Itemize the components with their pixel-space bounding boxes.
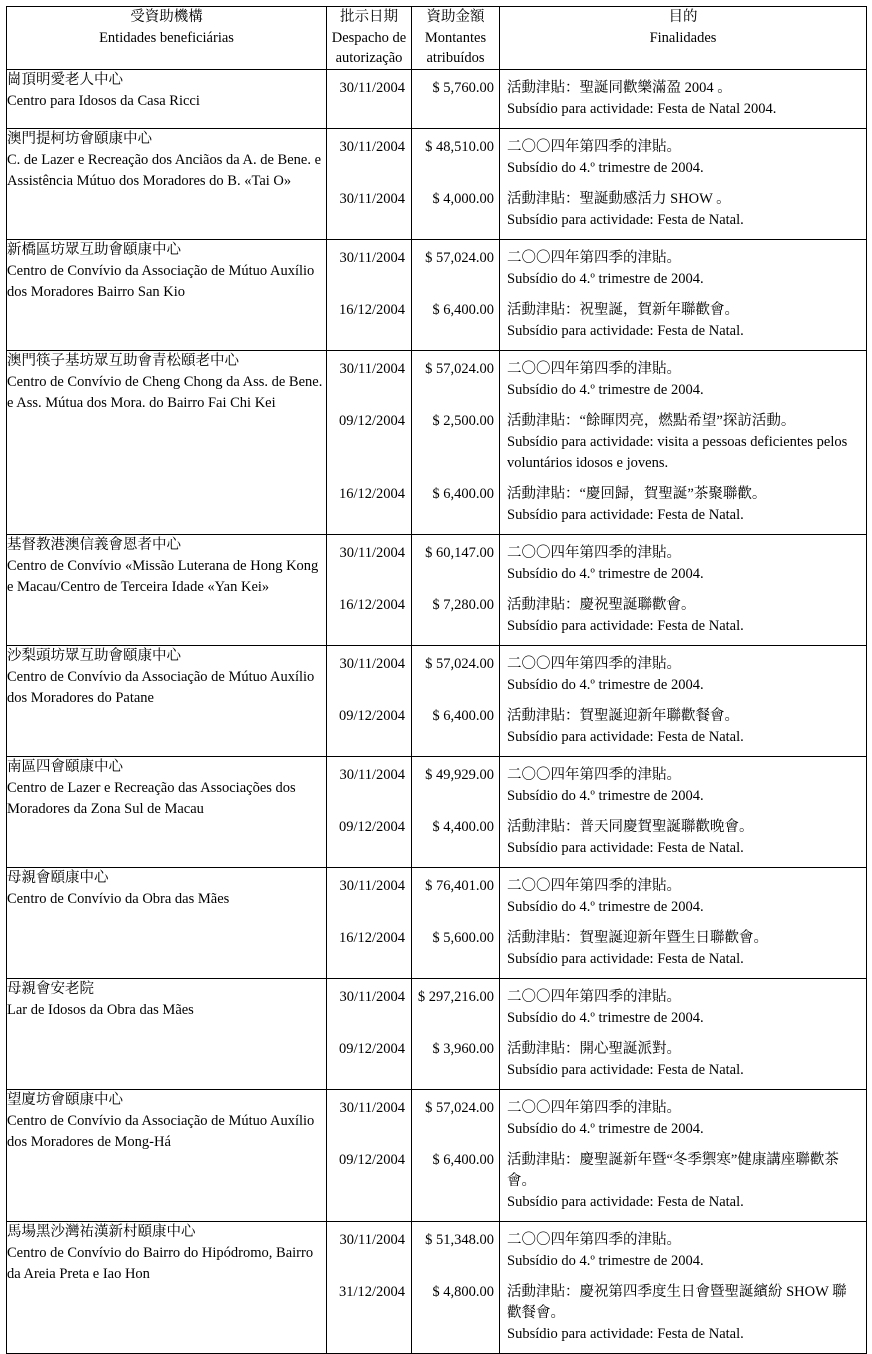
purpose-zh: 活動津貼：慶祝第四季度生日會暨聖誕繽紛 SHOW 聯歡餐會。 bbox=[507, 1284, 847, 1322]
purpose-pt: Subsídio para actividade: Festa de Natal. bbox=[507, 322, 744, 339]
table-row bbox=[7, 868, 867, 979]
purpose-cell bbox=[500, 757, 867, 868]
granted-amount: $ 6,400.00 bbox=[432, 708, 494, 725]
purpose-pt: Subsídio para actividade: Festa de Natal. bbox=[507, 729, 744, 746]
purpose-pt: Subsídio para actividade: Festa de Natal. bbox=[507, 951, 744, 968]
purpose-zh: 活動津貼：“慶回歸，賀聖誕”茶聚聯歡。 bbox=[507, 485, 767, 502]
approval-date: 31/12/2004 bbox=[338, 1284, 405, 1301]
purpose-entry bbox=[500, 757, 866, 809]
date-cell bbox=[327, 69, 412, 128]
purpose-zh: 活動津貼：“餘暉閃亮，燃點希望”探訪活動。 bbox=[507, 412, 796, 429]
granted-amount: $ 76,401.00 bbox=[425, 878, 494, 895]
granted-amount: $ 57,024.00 bbox=[425, 1100, 494, 1117]
purpose-cell bbox=[500, 128, 867, 239]
date-cell bbox=[327, 239, 412, 350]
purpose-zh: 二〇〇四年第四季的津貼。 bbox=[507, 545, 681, 561]
spacer bbox=[500, 750, 866, 756]
purpose-pt: Subsídio do 4.º trimestre de 2004. bbox=[507, 566, 704, 583]
amount-cell bbox=[412, 535, 500, 646]
approval-date: 09/12/2004 bbox=[338, 1152, 405, 1169]
spacer bbox=[500, 1083, 866, 1089]
table-row bbox=[7, 646, 867, 757]
granted-amount: $ 297,216.00 bbox=[417, 989, 494, 1006]
purpose-zh: 二〇〇四年第四季的津貼。 bbox=[507, 1100, 681, 1117]
column-header-amount-pt-line2: atribuídos bbox=[426, 50, 485, 67]
column-header-date-zh: 批示日期 bbox=[340, 9, 398, 25]
entity-name-pt: Centro de Lazer e Recreação das Associações dos Moradores da Zona Sul de Macau bbox=[7, 780, 296, 817]
entity-cell bbox=[7, 757, 327, 868]
purpose-entry bbox=[500, 476, 866, 528]
purpose-pt: Subsídio para actividade: Festa de Natal. bbox=[507, 211, 744, 228]
purpose-cell bbox=[500, 239, 867, 350]
column-header-entity-pt: Entidades beneficiárias bbox=[99, 29, 234, 46]
purpose-pt: Subsídio para actividade: Festa de Natal. bbox=[507, 1326, 744, 1343]
approval-date: 16/12/2004 bbox=[338, 597, 405, 614]
table-row bbox=[7, 757, 867, 868]
purpose-pt: Subsídio para actividade: Festa de Natal. bbox=[507, 506, 744, 523]
approval-date: 30/11/2004 bbox=[339, 1232, 405, 1249]
date-cell bbox=[327, 979, 412, 1090]
spacer bbox=[500, 1215, 866, 1221]
approval-date: 09/12/2004 bbox=[338, 819, 405, 836]
purpose-entry bbox=[500, 1031, 866, 1083]
spacer bbox=[500, 1347, 866, 1353]
entity-name-pt: Centro de Convívio de Cheng Chong da Ass. de Bene. e Ass. Mútua dos Mora. do Bairro Fai Chi Kei bbox=[7, 373, 323, 411]
purpose-cell bbox=[500, 1090, 867, 1222]
purpose-cell bbox=[500, 1222, 867, 1354]
granted-amount: $ 57,024.00 bbox=[425, 360, 494, 377]
purpose-entry bbox=[500, 1090, 866, 1142]
entity-cell bbox=[7, 979, 327, 1090]
amount-cell bbox=[412, 757, 500, 868]
granted-amount: $ 6,400.00 bbox=[432, 301, 494, 318]
granted-amount: $ 49,929.00 bbox=[425, 767, 494, 784]
entity-cell bbox=[7, 535, 327, 646]
amount-cell bbox=[412, 239, 500, 350]
column-header-purpose bbox=[500, 7, 867, 70]
date-cell bbox=[327, 350, 412, 534]
entity-cell bbox=[7, 239, 327, 350]
purpose-entry bbox=[500, 70, 866, 122]
entity-name-pt: Centro de Convívio da Associação de Mútuo Auxílio dos Moradores do Patane bbox=[7, 668, 315, 706]
column-header-purpose-zh: 目的 bbox=[668, 9, 698, 25]
purpose-zh: 二〇〇四年第四季的津貼。 bbox=[507, 989, 681, 1006]
purpose-zh: 活動津貼：聖誕動感活力 SHOW 。 bbox=[507, 190, 731, 207]
granted-amount: $ 4,800.00 bbox=[432, 1284, 494, 1301]
purpose-zh: 活動津貼：普天同慶賀聖誕聯歡晚會。 bbox=[507, 819, 754, 836]
spacer bbox=[500, 639, 866, 645]
granted-amount: $ 5,760.00 bbox=[432, 79, 494, 96]
amount-cell bbox=[412, 979, 500, 1090]
purpose-cell bbox=[500, 69, 867, 128]
entity-name-zh: 望廈坊會頤康中心 bbox=[7, 1092, 123, 1109]
document-page bbox=[0, 6, 872, 1354]
entity-name-zh: 沙梨頭坊眾互助會頤康中心 bbox=[7, 648, 181, 665]
purpose-entry bbox=[500, 646, 866, 698]
purpose-entry bbox=[500, 403, 866, 476]
purpose-pt: Subsídio para actividade: visita a pessoas deficientes pelos voluntários idosos e jovens. bbox=[507, 433, 848, 471]
granted-amount: $ 57,024.00 bbox=[425, 656, 494, 673]
entity-cell bbox=[7, 646, 327, 757]
purpose-entry bbox=[500, 1274, 866, 1347]
purpose-entry bbox=[500, 979, 866, 1031]
purpose-entry bbox=[500, 240, 866, 292]
approval-date: 30/11/2004 bbox=[339, 249, 405, 266]
column-header-date bbox=[327, 7, 412, 70]
approval-date: 30/11/2004 bbox=[339, 190, 405, 207]
entity-name-zh: 崗頂明愛老人中心 bbox=[7, 71, 123, 88]
amount-cell bbox=[412, 128, 500, 239]
spacer bbox=[500, 122, 866, 128]
entity-name-pt: Centro de Convívio da Associação de Mútuo Auxílio dos Moradores Bairro San Kio bbox=[7, 262, 315, 300]
purpose-cell bbox=[500, 868, 867, 979]
amount-cell bbox=[412, 350, 500, 534]
spacer bbox=[500, 972, 866, 978]
column-header-entity-zh: 受資助機構 bbox=[130, 9, 203, 25]
purpose-zh: 二〇〇四年第四季的津貼。 bbox=[507, 656, 681, 673]
spacer bbox=[500, 233, 866, 239]
purpose-pt: Subsídio do 4.º trimestre de 2004. bbox=[507, 159, 704, 176]
granted-amount: $ 6,400.00 bbox=[432, 1152, 494, 1169]
granted-amount: $ 48,510.00 bbox=[425, 138, 494, 155]
table-header bbox=[7, 7, 867, 70]
approval-date: 30/11/2004 bbox=[339, 878, 405, 895]
spacer bbox=[500, 861, 866, 867]
purpose-cell bbox=[500, 535, 867, 646]
date-cell bbox=[327, 1222, 412, 1354]
amount-cell bbox=[412, 646, 500, 757]
approval-date: 16/12/2004 bbox=[338, 485, 405, 502]
entity-name-zh: 基督教港澳信義會恩者中心 bbox=[7, 537, 181, 553]
purpose-zh: 二〇〇四年第四季的津貼。 bbox=[507, 767, 681, 784]
entity-name-zh: 新橋區坊眾互助會頤康中心 bbox=[7, 241, 181, 258]
approval-date: 30/11/2004 bbox=[339, 360, 405, 377]
approval-date: 30/11/2004 bbox=[339, 989, 405, 1006]
purpose-zh: 活動津貼：慶祝聖誕聯歡會。 bbox=[507, 597, 696, 614]
purpose-zh: 二〇〇四年第四季的津貼。 bbox=[507, 249, 681, 266]
purpose-pt: Subsídio para actividade: Festa de Natal 2004. bbox=[507, 100, 777, 117]
granted-amount: $ 6,400.00 bbox=[432, 485, 494, 502]
purpose-zh: 二〇〇四年第四季的津貼。 bbox=[507, 878, 681, 895]
table-row bbox=[7, 1090, 867, 1222]
purpose-zh: 二〇〇四年第四季的津貼。 bbox=[507, 360, 681, 377]
date-cell bbox=[327, 757, 412, 868]
purpose-pt: Subsídio para actividade: Festa de Natal. bbox=[507, 1194, 744, 1211]
table-row bbox=[7, 69, 867, 128]
table-row bbox=[7, 535, 867, 646]
entity-cell bbox=[7, 1222, 327, 1354]
entity-name-zh: 澳門筷子基坊眾互助會青松頤老中心 bbox=[7, 352, 239, 369]
granted-amount: $ 4,000.00 bbox=[432, 190, 494, 207]
entity-name-zh: 母親會安老院 bbox=[7, 981, 94, 998]
date-cell bbox=[327, 646, 412, 757]
purpose-zh: 活動津貼：賀聖誕迎新年聯歡餐會。 bbox=[507, 708, 739, 725]
date-cell bbox=[327, 1090, 412, 1222]
header-row bbox=[7, 7, 867, 70]
table-row bbox=[7, 239, 867, 350]
table-row bbox=[7, 979, 867, 1090]
entity-cell bbox=[7, 868, 327, 979]
purpose-pt: Subsídio do 4.º trimestre de 2004. bbox=[507, 1253, 704, 1270]
entity-name-zh: 南區四會頤康中心 bbox=[7, 759, 123, 776]
amount-cell bbox=[412, 1090, 500, 1222]
entity-cell bbox=[7, 350, 327, 534]
approval-date: 30/11/2004 bbox=[339, 1100, 405, 1117]
purpose-pt: Subsídio para actividade: Festa de Natal. bbox=[507, 1062, 744, 1079]
purpose-zh: 活動津貼：聖誕同歡樂滿盈 2004 。 bbox=[507, 79, 732, 96]
amount-cell bbox=[412, 69, 500, 128]
approval-date: 30/11/2004 bbox=[339, 767, 405, 784]
column-header-amount bbox=[412, 7, 500, 70]
purpose-pt: Subsídio do 4.º trimestre de 2004. bbox=[507, 1010, 704, 1027]
granted-amount: $ 51,348.00 bbox=[425, 1232, 494, 1249]
approval-date: 30/11/2004 bbox=[339, 79, 405, 96]
column-header-purpose-pt: Finalidades bbox=[649, 29, 717, 46]
approval-date: 30/11/2004 bbox=[339, 545, 405, 561]
purpose-pt: Subsídio para actividade: Festa de Natal. bbox=[507, 840, 744, 857]
purpose-entry bbox=[500, 809, 866, 861]
approval-date: 09/12/2004 bbox=[338, 412, 405, 429]
purpose-pt: Subsídio para actividade: Festa de Natal. bbox=[507, 618, 744, 635]
entity-name-pt: Centro de Convívio «Missão Luterana de Hong Kong e Macau/Centro de Terceira Idade «Yan Kei» bbox=[7, 557, 319, 595]
granted-amount: $ 60,147.00 bbox=[425, 545, 494, 561]
column-header-amount-zh: 資助金額 bbox=[426, 9, 485, 25]
entity-name-pt: Centro para Idosos da Casa Ricci bbox=[7, 92, 200, 109]
purpose-pt: Subsídio do 4.º trimestre de 2004. bbox=[507, 788, 704, 805]
purpose-entry bbox=[500, 292, 866, 344]
grants-table bbox=[6, 6, 867, 1354]
granted-amount: $ 5,600.00 bbox=[432, 930, 494, 947]
granted-amount: $ 3,960.00 bbox=[432, 1041, 494, 1058]
column-header-entity bbox=[7, 7, 327, 70]
approval-date: 30/11/2004 bbox=[339, 138, 405, 155]
date-cell bbox=[327, 128, 412, 239]
purpose-entry bbox=[500, 1222, 866, 1274]
purpose-zh: 活動津貼：開心聖誕派對。 bbox=[507, 1041, 681, 1058]
purpose-zh: 活動津貼：賀聖誕迎新年暨生日聯歡會。 bbox=[507, 930, 768, 947]
purpose-entry bbox=[500, 868, 866, 920]
purpose-pt: Subsídio do 4.º trimestre de 2004. bbox=[507, 899, 704, 916]
date-cell bbox=[327, 535, 412, 646]
purpose-pt: Subsídio do 4.º trimestre de 2004. bbox=[507, 1121, 704, 1138]
purpose-zh: 活動津貼：慶聖誕新年暨“冬季禦寒”健康講座聯歡茶會。 bbox=[507, 1152, 839, 1190]
purpose-entry bbox=[500, 351, 866, 403]
purpose-entry bbox=[500, 698, 866, 750]
purpose-pt: Subsídio do 4.º trimestre de 2004. bbox=[507, 677, 704, 694]
table-body bbox=[7, 69, 867, 1354]
entity-name-pt: C. de Lazer e Recreação dos Anciãos da A. de Bene. e Assistência Mútuo dos Moradores do B. «Tai O» bbox=[7, 151, 322, 189]
purpose-entry bbox=[500, 181, 866, 233]
approval-date: 09/12/2004 bbox=[338, 1041, 405, 1058]
entity-name-zh: 母親會頤康中心 bbox=[7, 870, 109, 887]
date-cell bbox=[327, 868, 412, 979]
entity-name-pt: Lar de Idosos da Obra das Mães bbox=[7, 1002, 194, 1019]
purpose-zh: 活動津貼：祝聖誕，賀新年聯歡會。 bbox=[507, 301, 739, 318]
table-row bbox=[7, 350, 867, 534]
purpose-zh: 二〇〇四年第四季的津貼。 bbox=[507, 1232, 681, 1249]
purpose-entry bbox=[500, 1142, 866, 1215]
entity-name-zh: 澳門提柯坊會頤康中心 bbox=[7, 130, 152, 147]
approval-date: 16/12/2004 bbox=[338, 930, 405, 947]
purpose-cell bbox=[500, 979, 867, 1090]
spacer bbox=[500, 528, 866, 534]
entity-name-pt: Centro de Convívio do Bairro do Hipódromo, Bairro da Areia Preta e Iao Hon bbox=[7, 1245, 314, 1283]
spacer bbox=[500, 344, 866, 350]
approval-date: 09/12/2004 bbox=[338, 708, 405, 725]
entity-cell bbox=[7, 1090, 327, 1222]
table-row bbox=[7, 1222, 867, 1354]
approval-date: 30/11/2004 bbox=[339, 656, 405, 673]
purpose-entry bbox=[500, 587, 866, 639]
entity-cell bbox=[7, 128, 327, 239]
purpose-entry bbox=[500, 920, 866, 972]
purpose-entry bbox=[500, 535, 866, 587]
approval-date: 16/12/2004 bbox=[338, 301, 405, 318]
granted-amount: $ 57,024.00 bbox=[425, 249, 494, 266]
column-header-amount-pt-line1: Montantes bbox=[424, 29, 487, 46]
purpose-entry bbox=[500, 129, 866, 181]
granted-amount: $ 7,280.00 bbox=[432, 597, 494, 614]
purpose-cell bbox=[500, 350, 867, 534]
entity-name-pt: Centro de Convívio da Associação de Mútuo Auxílio dos Moradores de Mong-Há bbox=[7, 1113, 315, 1151]
column-header-date-pt-line2: autorização bbox=[335, 50, 403, 67]
table-row bbox=[7, 128, 867, 239]
entity-cell bbox=[7, 69, 327, 128]
column-header-date-pt-line1: Despacho de bbox=[331, 29, 407, 46]
entity-name-pt: Centro de Convívio da Obra das Mães bbox=[7, 891, 230, 908]
purpose-pt: Subsídio do 4.º trimestre de 2004. bbox=[507, 270, 704, 287]
purpose-pt: Subsídio do 4.º trimestre de 2004. bbox=[507, 381, 704, 398]
entity-name-zh: 馬場黑沙灣祐漢新村頤康中心 bbox=[7, 1224, 196, 1241]
amount-cell bbox=[412, 868, 500, 979]
purpose-cell bbox=[500, 646, 867, 757]
granted-amount: $ 4,400.00 bbox=[432, 819, 494, 836]
granted-amount: $ 2,500.00 bbox=[432, 412, 494, 429]
purpose-zh: 二〇〇四年第四季的津貼。 bbox=[507, 138, 681, 155]
amount-cell bbox=[412, 1222, 500, 1354]
